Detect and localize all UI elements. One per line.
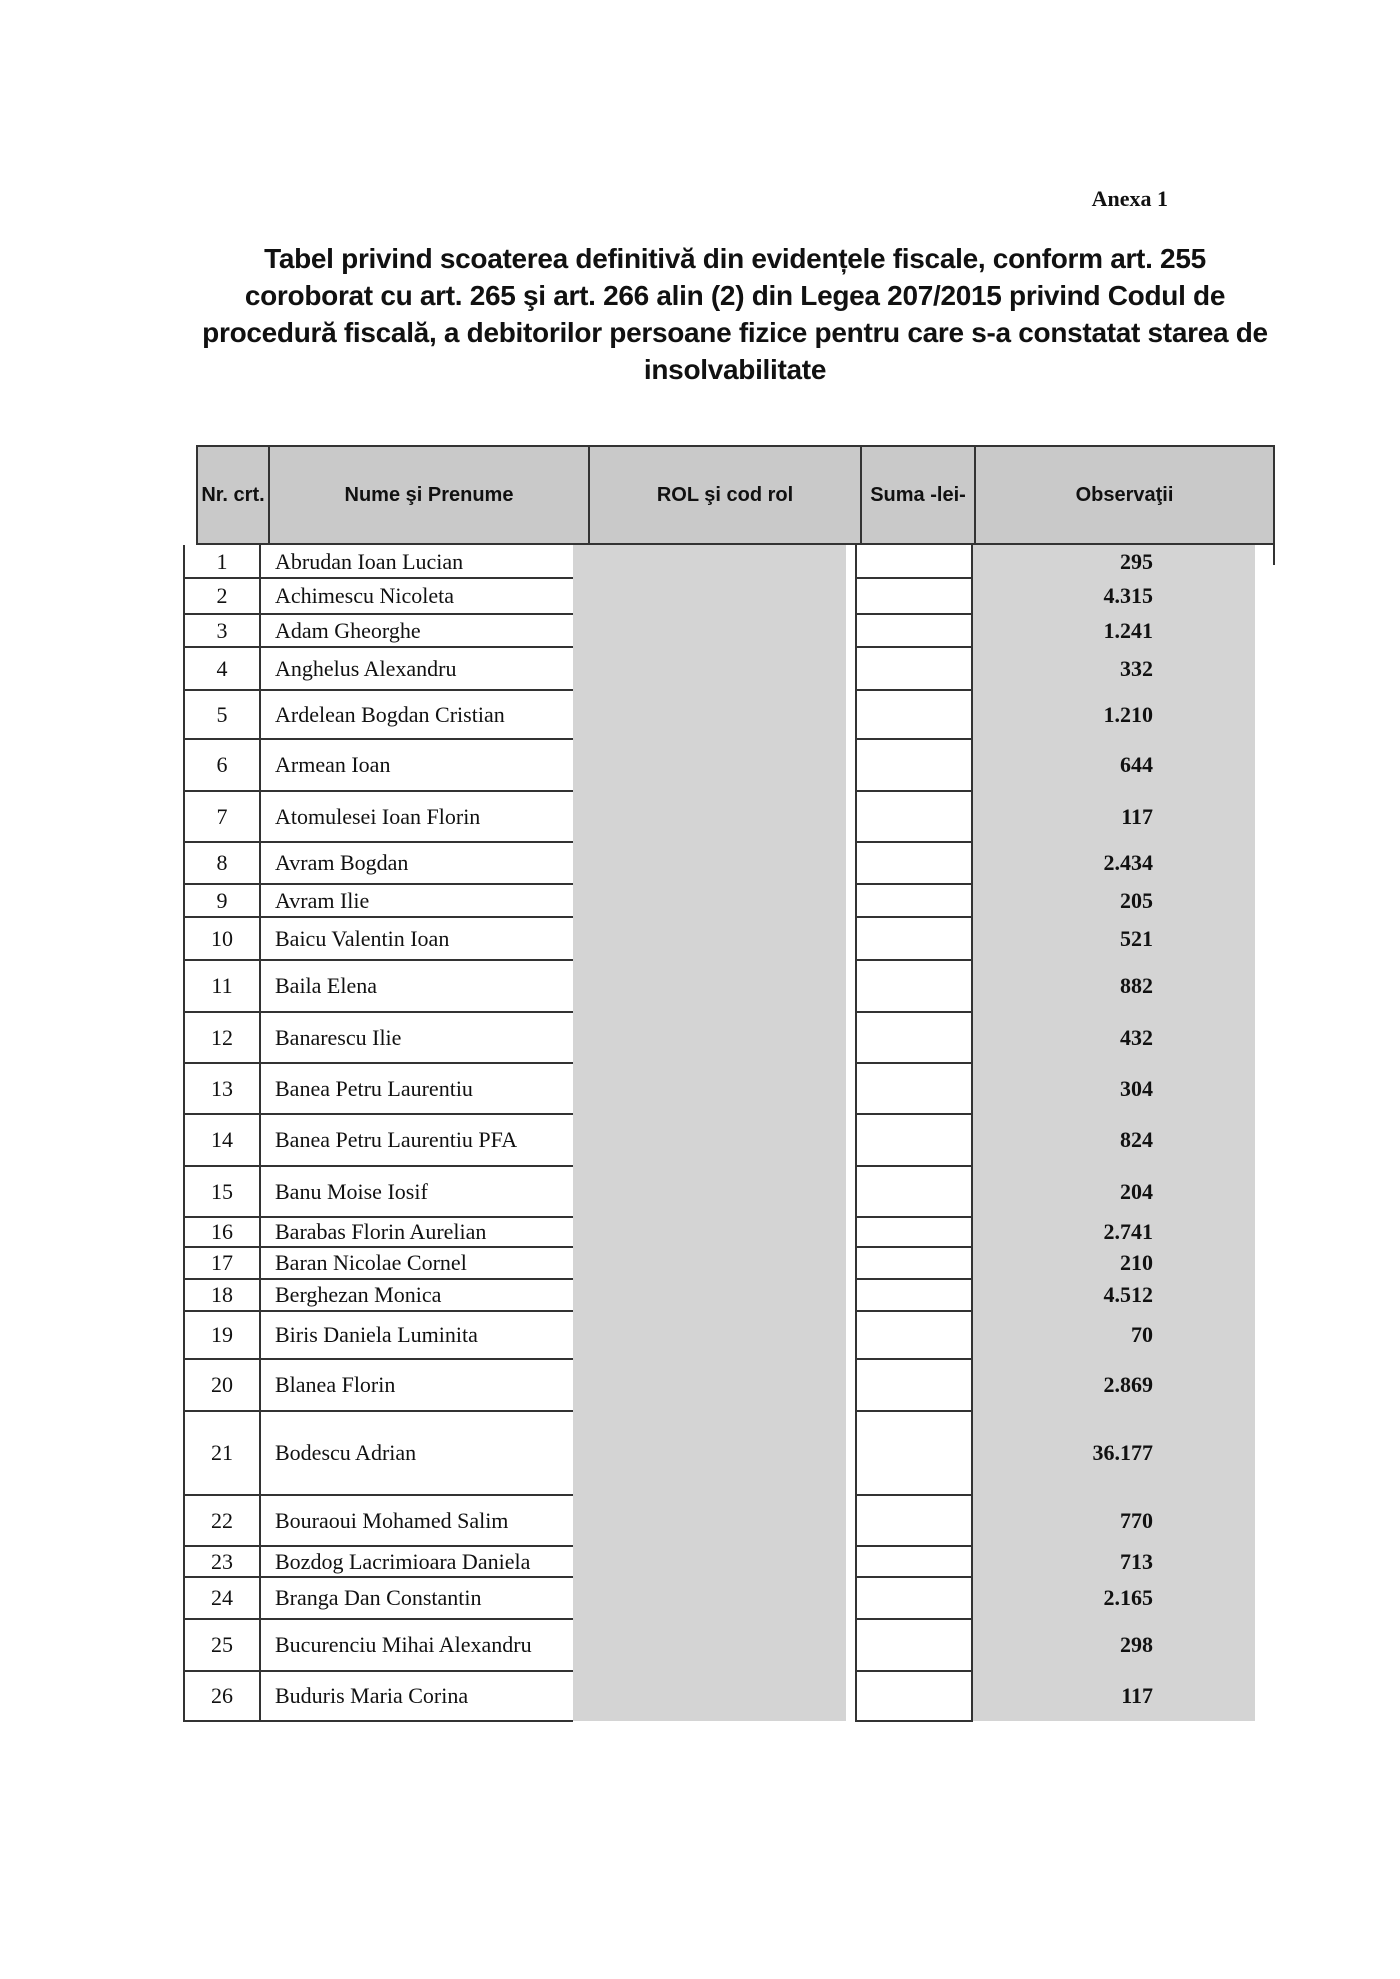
table-row	[183, 1063, 1275, 1114]
debt-amount: 824	[1120, 1127, 1153, 1152]
row-divider	[855, 841, 973, 843]
row-divider	[855, 1576, 973, 1578]
table-row	[183, 545, 1275, 578]
debt-amount: 295	[1120, 548, 1153, 574]
row-number: 20	[211, 1372, 233, 1397]
row-divider	[855, 1278, 973, 1280]
debtor-name: Buduris Maria Corina	[275, 1683, 469, 1708]
debtor-name: Banea Petru Laurentiu	[275, 1075, 473, 1101]
debtor-name: Armean Ioan	[275, 752, 391, 777]
row-divider	[855, 689, 973, 691]
row-divider	[855, 1410, 973, 1412]
table-row	[183, 1411, 1275, 1495]
table-row	[183, 1577, 1275, 1619]
row-number: 7	[216, 803, 228, 829]
row-divider	[855, 1216, 973, 1218]
table-row	[183, 1359, 1275, 1411]
row-divider	[183, 1246, 573, 1248]
row-divider	[183, 1545, 573, 1547]
column-divider	[183, 545, 185, 1721]
header-observations: Observaţii	[1075, 484, 1174, 506]
debt-amount: 304	[1120, 1075, 1153, 1101]
table-row	[183, 614, 1275, 647]
debt-amount: 4.512	[1103, 1282, 1153, 1307]
table-row	[183, 842, 1275, 884]
table-row	[183, 1247, 1275, 1279]
row-divider	[855, 613, 973, 615]
row-number: 19	[211, 1322, 233, 1347]
row-number: 3	[216, 617, 228, 643]
table-row	[183, 1279, 1275, 1311]
row-divider	[855, 1113, 973, 1115]
header-divider	[268, 447, 270, 543]
table-row	[183, 1217, 1275, 1247]
row-divider	[183, 1165, 573, 1167]
row-divider	[183, 1310, 573, 1312]
debtor-name: Bucurenciu Mihai Alexandru	[275, 1632, 532, 1657]
debt-amount: 205	[1120, 887, 1153, 913]
debtors-table	[183, 445, 1275, 1808]
table-row	[183, 791, 1275, 842]
debt-amount: 204	[1120, 1178, 1153, 1204]
table-row	[183, 1166, 1275, 1217]
row-divider	[855, 916, 973, 918]
row-divider	[855, 790, 973, 792]
debt-amount: 770	[1120, 1507, 1153, 1533]
debt-amount: 117	[1121, 1683, 1153, 1708]
table-row	[183, 917, 1275, 960]
table-row	[183, 690, 1275, 739]
debtor-name: Bozdog Lacrimioara Daniela	[275, 1548, 531, 1574]
table-row	[183, 1012, 1275, 1063]
debt-amount: 332	[1120, 655, 1153, 681]
header-nr: Nr. crt.	[201, 484, 265, 506]
table-row	[183, 1495, 1275, 1546]
header-sum: Suma -lei-	[870, 484, 966, 506]
table-row	[183, 1311, 1275, 1359]
debt-amount: 644	[1120, 752, 1153, 777]
row-number: 25	[211, 1632, 233, 1657]
debt-amount: 4.315	[1103, 583, 1153, 608]
debt-amount: 432	[1120, 1024, 1153, 1050]
row-divider	[183, 1113, 573, 1115]
annex-label: Anexa 1	[1091, 186, 1168, 211]
row-divider	[183, 689, 573, 691]
row-number: 4	[216, 655, 228, 681]
row-divider	[183, 790, 573, 792]
debt-amount: 882	[1120, 973, 1153, 998]
debtor-name: Ardelean Bogdan Cristian	[275, 701, 505, 727]
debtor-name: Biris Daniela Luminita	[275, 1322, 478, 1347]
column-divider	[971, 545, 973, 1721]
table-row	[183, 1671, 1275, 1721]
row-number: 16	[211, 1219, 233, 1244]
row-divider	[855, 1618, 973, 1620]
table-row	[183, 739, 1275, 791]
row-divider	[183, 1618, 573, 1620]
debtor-name: Avram Ilie	[275, 887, 370, 913]
row-number: 23	[211, 1548, 233, 1574]
row-divider	[183, 1494, 573, 1496]
row-divider	[855, 1545, 973, 1547]
debtor-name: Achimescu Nicoleta	[275, 583, 454, 608]
debtor-name: Bouraoui Mohamed Salim	[275, 1507, 509, 1533]
row-divider	[855, 883, 973, 885]
row-number: 21	[211, 1440, 233, 1465]
row-divider	[855, 1720, 973, 1722]
row-number: 11	[211, 973, 233, 998]
table-header	[196, 445, 1275, 545]
row-number: 6	[216, 752, 228, 777]
table-row	[183, 647, 1275, 690]
debt-amount: 2.434	[1103, 850, 1153, 875]
row-number: 17	[211, 1250, 233, 1275]
header-name: Nume şi Prenume	[344, 484, 514, 506]
row-divider	[855, 1062, 973, 1064]
column-divider	[259, 545, 261, 1721]
debt-amount: 1.241	[1103, 617, 1153, 643]
row-divider	[183, 1358, 573, 1360]
debt-amount: 521	[1120, 925, 1153, 951]
row-divider	[855, 646, 973, 648]
row-divider	[183, 1670, 573, 1672]
row-number: 24	[211, 1585, 233, 1610]
row-number: 2	[216, 583, 228, 608]
row-divider	[183, 1062, 573, 1064]
table-row	[183, 1114, 1275, 1166]
row-divider	[183, 916, 573, 918]
debt-amount: 70	[1131, 1322, 1153, 1347]
row-divider	[183, 738, 573, 740]
row-divider	[855, 1670, 973, 1672]
row-divider	[183, 1720, 573, 1722]
row-divider	[183, 646, 573, 648]
row-divider	[183, 577, 573, 579]
debt-amount: 2.165	[1103, 1585, 1153, 1610]
row-divider	[183, 1278, 573, 1280]
column-divider	[855, 545, 857, 1721]
debtor-name: Baran Nicolae Cornel	[275, 1250, 467, 1275]
row-number: 26	[211, 1683, 233, 1708]
row-divider	[855, 959, 973, 961]
debtor-name: Abrudan Ioan Lucian	[275, 548, 464, 574]
debtor-name: Avram Bogdan	[275, 850, 409, 875]
column-divider	[1273, 545, 1275, 565]
row-number: 10	[211, 925, 233, 951]
table-row	[183, 1619, 1275, 1671]
debtor-name: Anghelus Alexandru	[275, 655, 457, 681]
document-title: Tabel privind scoaterea definitivă din evidențele fiscale, conform art. 255 coroborat cu art. 265 şi art. 266 alin (2) din Legea 207/2015 privind Codul de procedură fiscală, a debitorilor persoane fizice pentru care s-a constatat starea de insolvabilitate	[202, 243, 1268, 385]
row-number: 8	[216, 850, 228, 875]
row-divider	[855, 738, 973, 740]
row-divider	[183, 1576, 573, 1578]
table-row	[183, 960, 1275, 1012]
debt-amount: 36.177	[1092, 1440, 1153, 1465]
debtor-name: Banu Moise Iosif	[275, 1178, 428, 1204]
row-divider	[855, 1246, 973, 1248]
debtor-name: Baila Elena	[275, 973, 378, 998]
row-divider	[183, 841, 573, 843]
debt-amount: 298	[1120, 1632, 1153, 1657]
row-divider	[855, 1165, 973, 1167]
header-divider	[588, 447, 590, 543]
debt-amount: 713	[1120, 1548, 1153, 1574]
row-divider	[183, 1216, 573, 1218]
row-number: 18	[211, 1282, 233, 1307]
row-number: 15	[211, 1178, 233, 1204]
debtor-name: Banarescu Ilie	[275, 1024, 402, 1050]
table-row	[183, 884, 1275, 917]
row-number: 22	[211, 1507, 233, 1533]
debtor-name: Adam Gheorghe	[275, 617, 421, 643]
row-number: 12	[211, 1024, 233, 1050]
row-divider	[855, 1358, 973, 1360]
debtor-name: Blanea Florin	[275, 1372, 396, 1397]
debt-amount: 117	[1121, 803, 1153, 829]
debt-amount: 1.210	[1103, 701, 1153, 727]
row-divider	[855, 1310, 973, 1312]
row-number: 1	[216, 548, 228, 574]
debtor-name: Atomulesei Ioan Florin	[275, 803, 481, 829]
header-divider	[860, 447, 862, 543]
row-divider	[855, 577, 973, 579]
debt-amount: 2.741	[1103, 1219, 1153, 1244]
row-number: 5	[216, 701, 228, 727]
row-number: 13	[211, 1075, 233, 1101]
debt-amount: 210	[1120, 1250, 1153, 1275]
row-divider	[855, 1011, 973, 1013]
row-divider	[183, 959, 573, 961]
debtor-name: Berghezan Monica	[275, 1282, 442, 1307]
row-divider	[183, 1011, 573, 1013]
debtor-name: Baicu Valentin Ioan	[275, 925, 450, 951]
debtor-name: Bodescu Adrian	[275, 1440, 417, 1465]
row-divider	[183, 1410, 573, 1412]
row-divider	[183, 613, 573, 615]
debtor-name: Banea Petru Laurentiu PFA	[275, 1127, 518, 1152]
debtor-name: Barabas Florin Aurelian	[275, 1219, 487, 1244]
header-divider	[974, 447, 976, 543]
row-number: 14	[211, 1127, 233, 1152]
table-row	[183, 578, 1275, 614]
row-divider	[183, 883, 573, 885]
row-divider	[855, 1494, 973, 1496]
debt-amount: 2.869	[1103, 1372, 1153, 1397]
header-rol: ROL şi cod rol	[656, 484, 794, 506]
table-row	[183, 1546, 1275, 1577]
debtor-name: Branga Dan Constantin	[275, 1585, 482, 1610]
row-number: 9	[216, 887, 228, 913]
